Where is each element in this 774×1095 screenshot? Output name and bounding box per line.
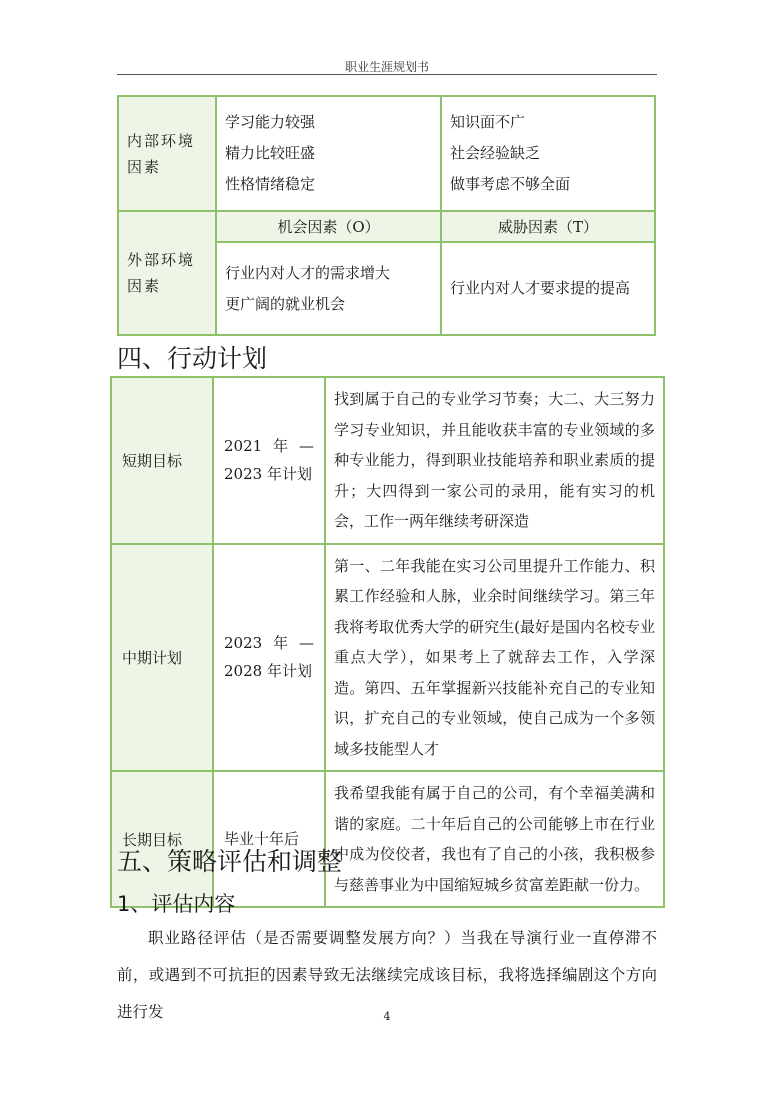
plan-description: 找到属于自己的专业学习节奏；大二、大三努力学习专业知识，并且能收获丰富的专业领域的多种专业能力，得到职业技能培养和职业素质的提升；大四得到一家公司的录用，能有实习的机会，工作一两年继续考研深造 xyxy=(325,377,664,544)
list-item: 精力比较旺盛 xyxy=(225,144,316,162)
plan-description: 我希望我能有属于自己的公司，有个幸福美满和谐的家庭。二十年后自己的公司能够上市在行业中成为佼佼者，我也有了自己的小孩，我积极参与慈善事业为中国缩短城乡贫富差距献一份力。 xyxy=(325,771,664,907)
period-dash: — xyxy=(298,437,314,456)
body-paragraph: 职业路径评估（是否需要调整发展方向？）当我在导演行业一直停滞不前，或遇到不可抗拒的因素导致无法继续完成该目标，我将选择编剧这个方向进行发 xyxy=(117,929,657,1021)
list-item: 更广阔的就业机会 xyxy=(225,294,346,313)
internal-factors-label: 内部环境因素 xyxy=(118,96,216,211)
threats-cell xyxy=(441,242,655,335)
list-item: 性格情绪稳定 xyxy=(225,175,316,193)
section-heading: 五、策略评估和调整 xyxy=(117,847,343,876)
plan-description: 第一、二年我能在实习公司里提升工作能力、积累工作经验和人脉，业余时间继续学习。第三年我将考取优秀大学的研究生(最好是国内名校专业重点大学），如果考上了就辞去工作，入学深造。第四、五年掌握新兴技能补充自己的专业知识，扩充自己的专业领域，使自己成为一个多领域多技能型人才 xyxy=(325,544,664,772)
period-cell: 毕业十年后 xyxy=(213,771,325,907)
goal-label: 中期计划 xyxy=(111,544,213,772)
header-divider xyxy=(117,74,657,75)
swot-table xyxy=(117,95,656,336)
table-row xyxy=(111,544,664,772)
period-start: 2021 xyxy=(224,437,263,456)
opportunities-cell xyxy=(216,242,441,335)
table-row xyxy=(111,377,664,544)
list-item: 学习能力较强 xyxy=(225,113,316,131)
strengths-cell xyxy=(216,96,441,211)
period-year: 年 xyxy=(273,634,289,653)
page-number: 4 xyxy=(383,1010,391,1023)
table-row xyxy=(118,96,655,211)
action-plan-table xyxy=(110,376,665,908)
list-item: 做事考虑不够全面 xyxy=(450,175,571,193)
page-header: 职业生涯规划书 xyxy=(344,60,429,74)
table-row xyxy=(111,771,664,907)
list-item: 行业内对人才的需求增大 xyxy=(225,263,391,282)
weaknesses-cell xyxy=(441,96,655,211)
opportunity-header: 机会因素（O） xyxy=(216,211,441,242)
period-end: 2028 年计划 xyxy=(224,662,312,681)
goal-label: 短期目标 xyxy=(111,377,213,544)
list-item: 知识面不广 xyxy=(450,113,526,131)
period-year: 年 xyxy=(273,437,289,456)
period-cell xyxy=(213,544,325,772)
section-heading: 四、行动计划 xyxy=(117,344,268,373)
table-row xyxy=(118,211,655,242)
list-item: 行业内对人才要求提的提高 xyxy=(450,279,631,297)
period-dash: — xyxy=(298,634,314,653)
period-cell xyxy=(213,377,325,544)
period-start: 2023 xyxy=(224,634,263,653)
external-factors-label: 外部环境因素 xyxy=(118,211,216,335)
list-item: 社会经验缺乏 xyxy=(450,144,541,162)
subsection-heading: 1、评估内容 xyxy=(117,892,236,916)
threat-header: 威胁因素（T） xyxy=(441,211,655,242)
period-end: 2023 年计划 xyxy=(224,465,312,484)
goal-label: 长期目标 xyxy=(111,771,213,907)
